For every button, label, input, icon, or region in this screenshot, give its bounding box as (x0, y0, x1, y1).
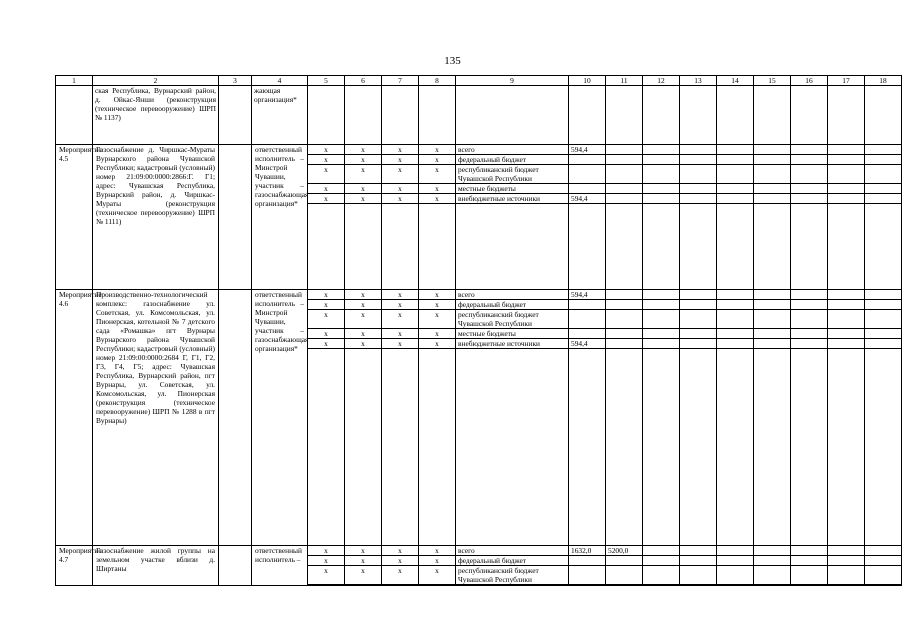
marker-cell: x (345, 566, 382, 585)
marker-cell: x (345, 329, 382, 339)
value-col11 (606, 194, 643, 204)
marker-cell: x (419, 145, 456, 155)
marker-cell: x (308, 329, 345, 339)
header-cell: 2 (93, 76, 219, 86)
marker-cell: x (308, 556, 345, 566)
event-executor: ответственный исполнитель – (252, 546, 308, 586)
value-col10 (569, 184, 606, 194)
marker-cell: x (345, 339, 382, 349)
funding-source: местные бюджеты (456, 184, 569, 194)
header-cell: 5 (308, 76, 345, 86)
table-row (56, 546, 902, 556)
marker-cell: x (382, 546, 419, 556)
header-cell: 11 (606, 76, 643, 86)
marker-cell: x (419, 155, 456, 165)
value-col11 (606, 290, 643, 300)
funding-source: федеральный бюджет (456, 300, 569, 310)
marker-cell: x (382, 300, 419, 310)
marker-cell: x (382, 194, 419, 204)
event-name: Мероприятие 4.7 (56, 546, 93, 586)
marker-cell: x (308, 145, 345, 155)
value-col10 (569, 329, 606, 339)
header-row (56, 76, 902, 86)
value-col10 (569, 165, 606, 184)
continuation-row (56, 86, 902, 145)
value-col10 (569, 300, 606, 310)
value-col11 (606, 155, 643, 165)
marker-cell: x (382, 290, 419, 300)
value-col10: 1632,0 (569, 546, 606, 556)
header-cell: 7 (382, 76, 419, 86)
marker-cell: x (345, 194, 382, 204)
marker-cell: x (308, 546, 345, 556)
table-row (56, 290, 902, 300)
marker-cell: x (308, 194, 345, 204)
event-executor: жающая организация* (252, 86, 308, 145)
marker-cell: x (382, 339, 419, 349)
funding-source: всего (456, 290, 569, 300)
funding-source: всего (456, 145, 569, 155)
marker-cell: x (308, 155, 345, 165)
marker-cell: x (419, 546, 456, 556)
marker-cell: x (308, 184, 345, 194)
marker-cell: x (308, 290, 345, 300)
marker-cell: x (345, 165, 382, 184)
header-cell: 16 (791, 76, 828, 86)
header-cell: 8 (419, 76, 456, 86)
value-col11 (606, 300, 643, 310)
funding-source: республиканский бюджет Чувашской Республики (456, 566, 569, 585)
funding-source: федеральный бюджет (456, 556, 569, 566)
marker-cell: x (382, 329, 419, 339)
marker-cell: x (382, 184, 419, 194)
marker-cell: x (345, 184, 382, 194)
value-col11 (606, 329, 643, 339)
header-cell: 1 (56, 76, 93, 86)
marker-cell: x (419, 310, 456, 329)
marker-cell: x (345, 300, 382, 310)
header-cell: 18 (865, 76, 902, 86)
event-name: Мероприятие 4.5 (56, 145, 93, 290)
header-cell: 14 (717, 76, 754, 86)
marker-cell: x (308, 310, 345, 329)
marker-cell: x (419, 329, 456, 339)
marker-cell: x (345, 290, 382, 300)
funding-source: федеральный бюджет (456, 155, 569, 165)
marker-cell: x (419, 339, 456, 349)
header-cell: 6 (345, 76, 382, 86)
marker-cell: x (419, 194, 456, 204)
funding-source: республиканский бюджет Чувашской Республики (456, 165, 569, 184)
marker-cell: x (419, 566, 456, 585)
event-executor: ответственный исполнитель – Минстрой Чувашии, участник – газоснабжающая организация* (252, 145, 308, 290)
event-executor: ответственный исполнитель – Минстрой Чувашии, участник – газоснабжающая организация* (252, 290, 308, 546)
funding-source: республиканский бюджет Чувашской Республики (456, 310, 569, 329)
header-cell: 17 (828, 76, 865, 86)
value-col11 (606, 339, 643, 349)
marker-cell: x (345, 155, 382, 165)
header-cell: 15 (754, 76, 791, 86)
marker-cell: x (345, 310, 382, 329)
header-cell: 4 (252, 76, 308, 86)
value-col10: 594,4 (569, 194, 606, 204)
value-col10: 594,4 (569, 339, 606, 349)
marker-cell: x (382, 310, 419, 329)
marker-cell: x (382, 165, 419, 184)
value-col10 (569, 556, 606, 566)
marker-cell: x (308, 339, 345, 349)
marker-cell: x (419, 184, 456, 194)
value-col11 (606, 184, 643, 194)
header-cell: 10 (569, 76, 606, 86)
funding-source: внебюджетные источники (456, 339, 569, 349)
event-description: Производственно-технологический комплекс: газоснабжение ул. Советская, ул. Комсомольская, ул. Пионерская, котельной № 7 детского сада «Ромашка» пгт Вурнары Вурнарского района Чувашской Республики; кадастровый (условный) номер 21:09:00:0000:2684 Г, Г1, Г2, Г3, Г4, Г5; адрес: Чувашская Республика, Вурнарский район, пгт Вурнары, ул. Советская, ул. Комсомольская, ул. Пионерская (реконструкция (техническое перевооружение) ШРП № 1288 в пгт Вурнары) (93, 290, 219, 546)
marker-cell: x (308, 165, 345, 184)
header-cell: 12 (643, 76, 680, 86)
event-name: Мероприятие 4.6 (56, 290, 93, 546)
value-col11 (606, 310, 643, 329)
header-cell: 13 (680, 76, 717, 86)
funding-source: всего (456, 546, 569, 556)
funding-source: внебюджетные источники (456, 194, 569, 204)
page-number: 135 (444, 55, 461, 67)
program-table (55, 75, 902, 586)
marker-cell: x (382, 155, 419, 165)
value-col11 (606, 165, 643, 184)
header-cell: 9 (456, 76, 569, 86)
marker-cell: x (308, 300, 345, 310)
value-col10: 594,4 (569, 290, 606, 300)
event-description: Газоснабжение д. Чиршкас-Мураты Вурнарского района Чувашской Республики; кадастровый (условный) номер 21:09:00:0000:2866:Г. Г1; адрес: Чувашская Республика, Вурнарский район, д. Чиршкас-Мураты (реконструкция (техническое перевооружение) ШРП № 1111) (93, 145, 219, 290)
value-col10: 594,4 (569, 145, 606, 155)
value-col11 (606, 145, 643, 155)
table-row (56, 145, 902, 155)
marker-cell: x (345, 145, 382, 155)
marker-cell: x (419, 300, 456, 310)
marker-cell: x (382, 145, 419, 155)
value-col10 (569, 566, 606, 585)
value-col11 (606, 566, 643, 585)
marker-cell: x (345, 556, 382, 566)
header-cell: 3 (219, 76, 252, 86)
value-col10 (569, 155, 606, 165)
marker-cell: x (419, 556, 456, 566)
funding-source: местные бюджеты (456, 329, 569, 339)
value-col10 (569, 310, 606, 329)
value-col11 (606, 556, 643, 566)
marker-cell: x (308, 566, 345, 585)
event-description: ская Республика, Вурнарский район, д. Ойкас-Янши (реконструкция (техническое перевооружение) ШРП № 1137) (93, 86, 219, 145)
marker-cell: x (419, 165, 456, 184)
event-description: Газоснабжение жилой группы на земельном участке вблизи д. Ширтаны (93, 546, 219, 586)
value-col11: 5200,0 (606, 546, 643, 556)
marker-cell: x (345, 546, 382, 556)
marker-cell: x (419, 290, 456, 300)
marker-cell: x (382, 556, 419, 566)
marker-cell: x (382, 566, 419, 585)
